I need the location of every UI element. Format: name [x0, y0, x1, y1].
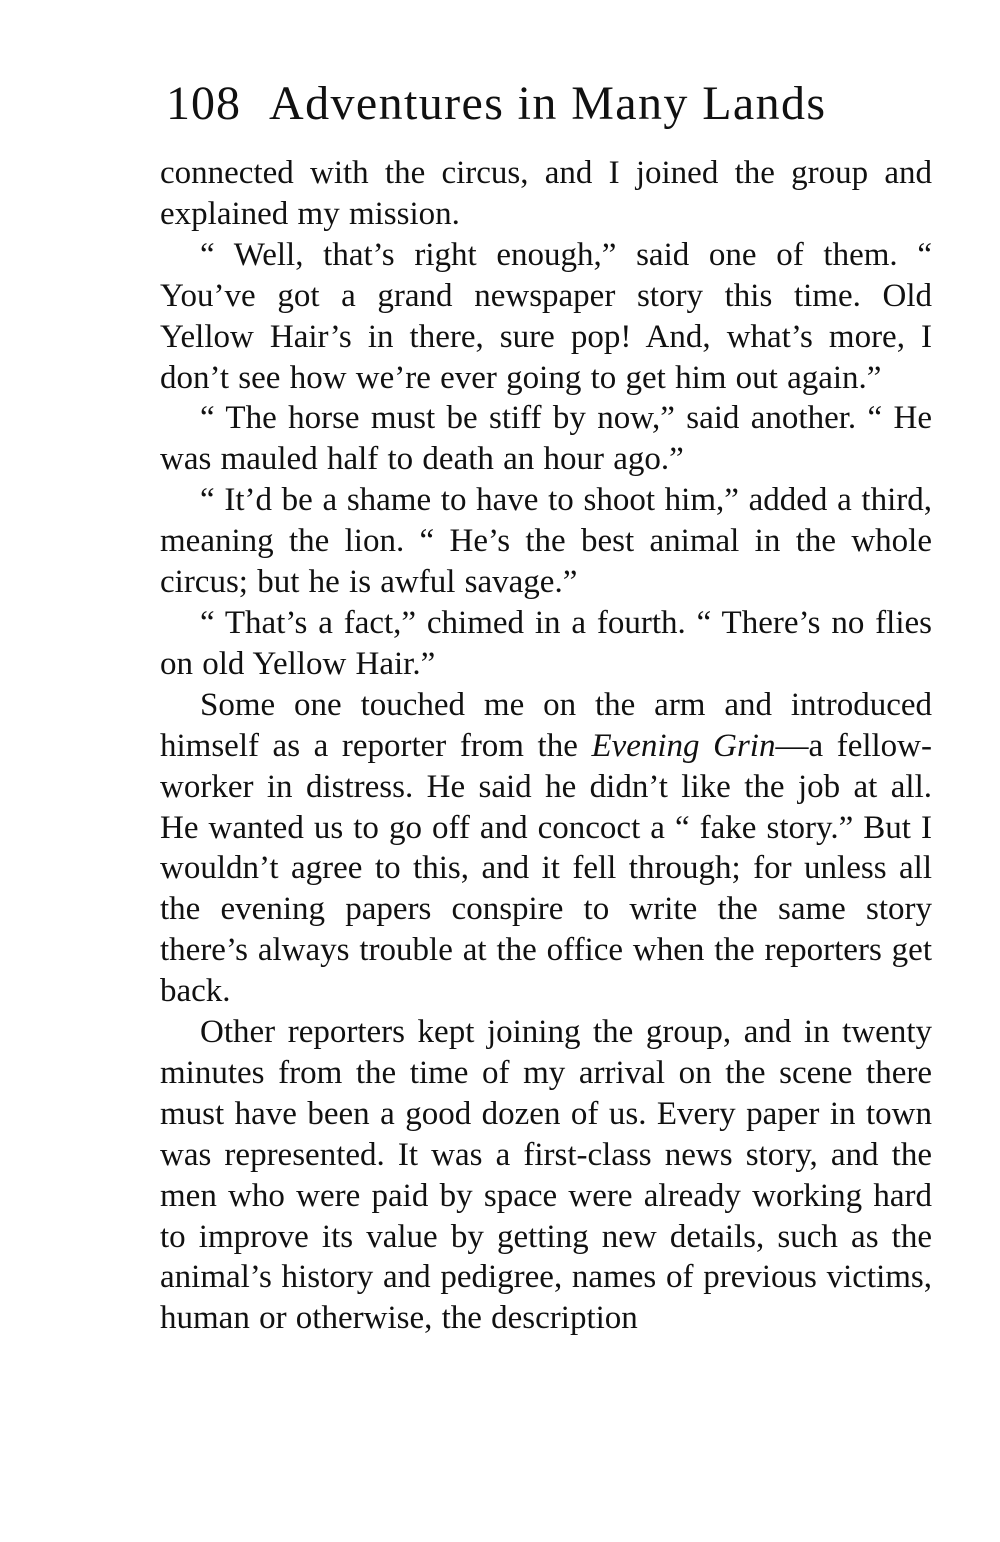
running-title: Adventures in Many Lands — [269, 77, 827, 130]
page-number: 108 — [166, 77, 241, 130]
page-header — [166, 74, 926, 144]
page-body — [160, 153, 932, 1339]
paragraph: connected with the circus, and I joined the group and explained my mission. — [160, 155, 932, 232]
book-page — [160, 0, 932, 1542]
paragraph: “ That’s a fact,” chimed in a fourth. “ There’s no flies on old Yellow Hair.” — [160, 604, 932, 682]
paragraph-text: Some one touched me on the arm and introduced himself as a reporter from the — [160, 686, 932, 764]
paragraph — [160, 685, 932, 1012]
paragraph: “ It’d be a shame to have to shoot him,” added a third, meaning the lion. “ He’s the best animal in the whole circus; but he is awful savage.” — [160, 482, 932, 601]
paragraph: Other reporters kept joining the group, and in twenty minutes from the time of my arrival on the scene there must have been a good dozen of us. Every paper in town was represented. It was a first-class news story, and the men who were paid by space were already working hard to improve its value by getting new details, such as the animal’s history and pedigree, names of previous victims, human or otherwise, the description — [160, 1014, 932, 1337]
paragraph-text: —a fellow-worker in distress. He said he didn’t like the job at all. He wanted us to go off and concoct a “ fake story.” But I wouldn’t agree to this, and it fell through; for unless all the evening papers conspire to write the same story there’s always trouble at the office when the reporters get back. — [160, 727, 932, 1010]
paragraph: “ Well, that’s right enough,” said one of them. “ You’ve got a grand newspaper story this time. Old Yellow Hair’s in there, sure pop! And, what’s more, I don’t see how we’re ever going to get him out again.” — [160, 236, 932, 396]
newspaper-name: Evening Grin — [591, 727, 776, 764]
paragraph: “ The horse must be stiff by now,” said another. “ He was mauled half to death an hour ago.” — [160, 400, 932, 478]
